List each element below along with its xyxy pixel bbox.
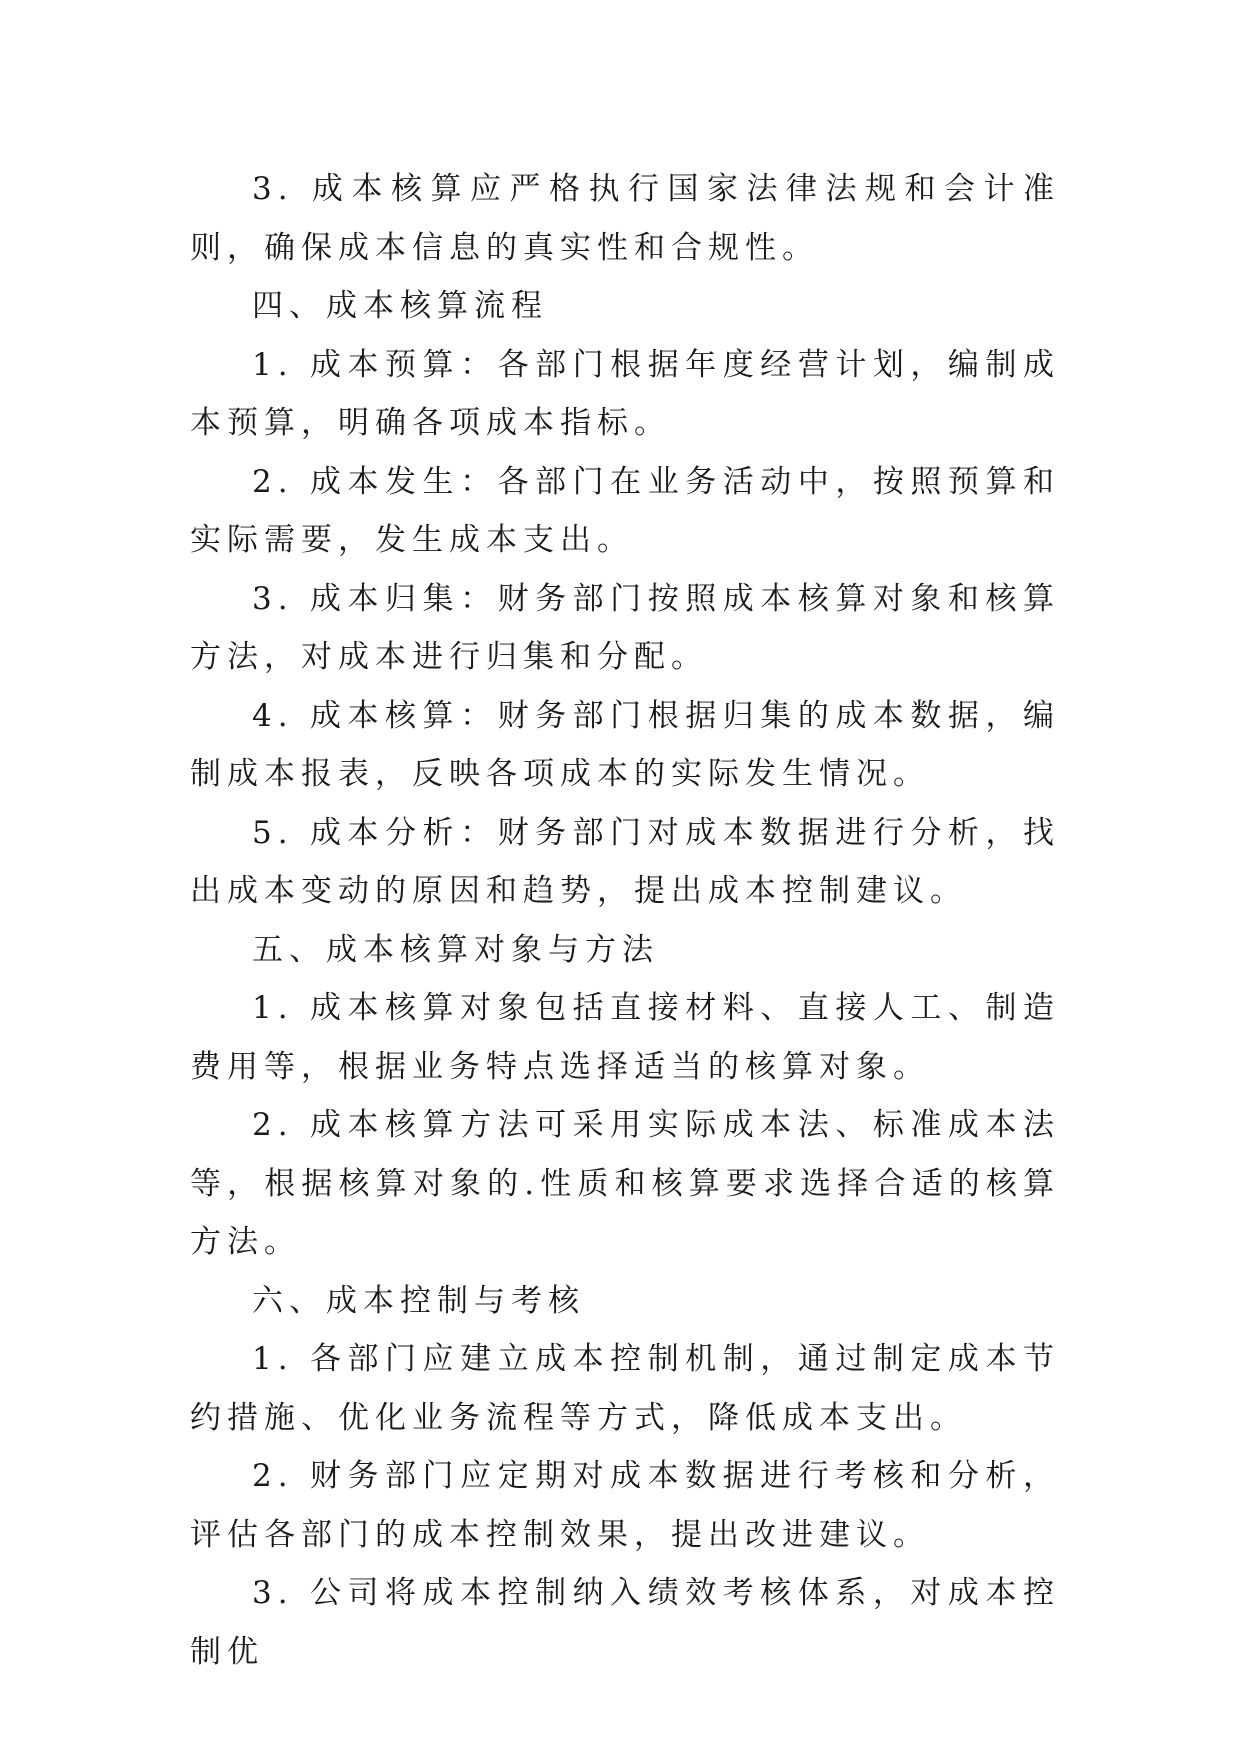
list-item: 4. 成本核算：财务部门根据归集的成本数据，编制成本报表，反映各项成本的实际发生情况。 xyxy=(190,697,1060,792)
list-item: 2. 成本发生：各部门在业务活动中，按照预算和实际需要，发生成本支出。 xyxy=(190,463,1060,558)
list-item: 2. 财务部门应定期对成本数据进行考核和分析，评估各部门的成本控制效果，提出改进建议。 xyxy=(190,1458,1060,1553)
section-heading: 四、成本核算流程 xyxy=(252,288,548,324)
document-body xyxy=(190,160,1060,1681)
list-item: 1. 各部门应建立成本控制机制，通过制定成本节约措施、优化业务流程等方式，降低成本支出。 xyxy=(190,1341,1060,1436)
list-item: 3. 公司将成本控制纳入绩效考核体系，对成本控制优 xyxy=(190,1575,1060,1670)
list-item: 5. 成本分析：财务部门对成本数据进行分析，找出成本变动的原因和趋势，提出成本控制建议。 xyxy=(190,814,1060,909)
list-item: 2. 成本核算方法可采用实际成本法、标准成本法等，根据核算对象的.性质和核算要求选择合适的核算方法。 xyxy=(190,1107,1060,1260)
list-item: 3. 成本核算应严格执行国家法律法规和会计准则，确保成本信息的真实性和合规性。 xyxy=(190,171,1060,266)
list-item: 1. 成本预算：各部门根据年度经营计划，编制成本预算，明确各项成本指标。 xyxy=(190,346,1060,441)
section-heading: 五、成本核算对象与方法 xyxy=(252,931,659,968)
section-heading: 六、成本控制与考核 xyxy=(252,1282,585,1319)
list-item: 3. 成本归集：财务部门按照成本核算对象和核算方法，对成本进行归集和分配。 xyxy=(190,580,1060,675)
list-item: 1. 成本核算对象包括直接材料、直接人工、制造费用等，根据业务特点选择适当的核算对象。 xyxy=(190,990,1060,1085)
